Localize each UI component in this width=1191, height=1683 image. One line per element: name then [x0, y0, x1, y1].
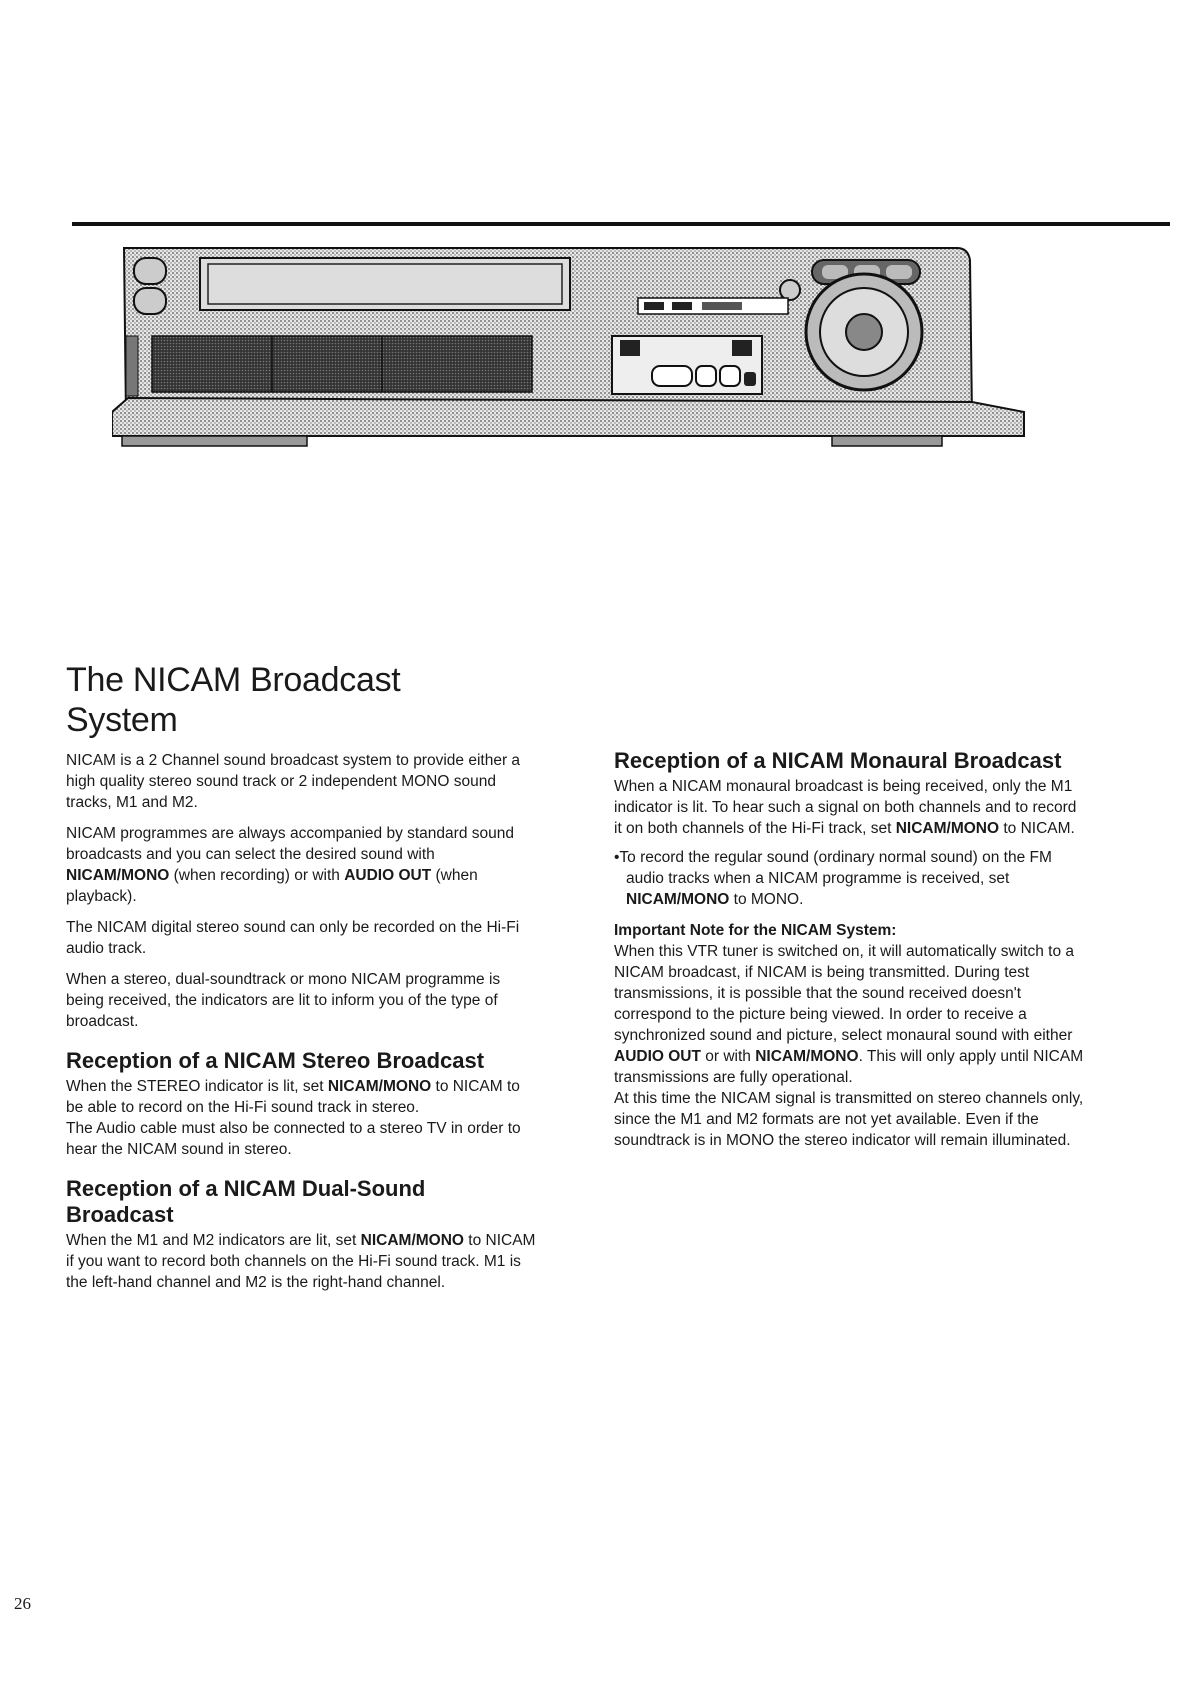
- dual-sound-paragraph: When the M1 and M2 indicators are lit, set NICAM/MONO to NICAM if you want to record both channels on the Hi-Fi sound track. M1 is the left-hand channel and M2 is the right-hand channel.: [66, 1232, 536, 1291]
- stereo-heading: Reception of a NICAM Stereo Broadcast: [66, 1048, 485, 1073]
- intro-paragraph-3: The NICAM digital stereo sound can only be recorded on the Hi-Fi audio track.: [66, 919, 520, 957]
- page-number: 26: [14, 1594, 31, 1613]
- monaural-paragraph: When a NICAM monaural broadcast is being received, only the M1 indicator is lit. To hear such a signal on both channels and to record it on both channels of the Hi-Fi track, set NICAM/MONO to NICAM.: [614, 778, 1077, 837]
- stereo-paragraph-1: When the STEREO indicator is lit, set NICAM/MONO to NICAM to be able to record on the Hi-Fi sound track in stereo.: [66, 1078, 520, 1116]
- dual-sound-heading: Reception of a NICAM Dual-Sound Broadcast: [66, 1176, 426, 1227]
- header-rule: [72, 222, 1170, 226]
- important-note-paragraph-2: At this time the NICAM signal is transmitted on stereo channels only, since the M1 and M2 formats are not yet available. Even if the soundtrack is in MONO the stereo indicator will remain illuminated.: [614, 1090, 1084, 1149]
- important-note-paragraph-1: When this VTR tuner is switched on, it will automatically switch to a NICAM broadcast, if NICAM is being transmitted. During test transmissions, it is possible that the sound received doesn't correspond to the picture being viewed. In order to receive a synchronized sound and picture, select monaural sound with either AUDIO OUT or with NICAM/MONO. This will only apply until NICAM transmissions are fully operational.: [614, 943, 1084, 1086]
- intro-paragraph-4: When a stereo, dual-soundtrack or mono NICAM programme is being received, the indicators are lit to inform you of the type of broadcast.: [66, 971, 501, 1030]
- intro-paragraph-1: NICAM is a 2 Channel sound broadcast system to provide either a high quality stereo sound track or 2 independent MONO sound tracks, M1 and M2.: [66, 752, 521, 811]
- intro-paragraph-2: NICAM programmes are always accompanied by standard sound broadcasts and you can select the desired sound with NICAM/MONO (when recording) or with AUDIO OUT (when playback).: [66, 825, 514, 905]
- vcr-front-panel-illustration: [112, 240, 1032, 476]
- right-column: [614, 748, 1084, 1151]
- monaural-heading: Reception of a NICAM Monaural Broadcast: [614, 748, 1062, 773]
- important-note-heading: Important Note for the NICAM System:: [614, 922, 897, 939]
- monaural-bullet: •To record the regular sound (ordinary normal sound) on the FM audio tracks when a NICAM programme is received, set NICAM/MONO to MONO.: [614, 849, 1052, 908]
- left-column: [66, 660, 536, 1303]
- page-title: The NICAM Broadcast System: [66, 661, 401, 739]
- stereo-paragraph-2: The Audio cable must also be connected to a stereo TV in order to hear the NICAM sound in stereo.: [66, 1120, 521, 1158]
